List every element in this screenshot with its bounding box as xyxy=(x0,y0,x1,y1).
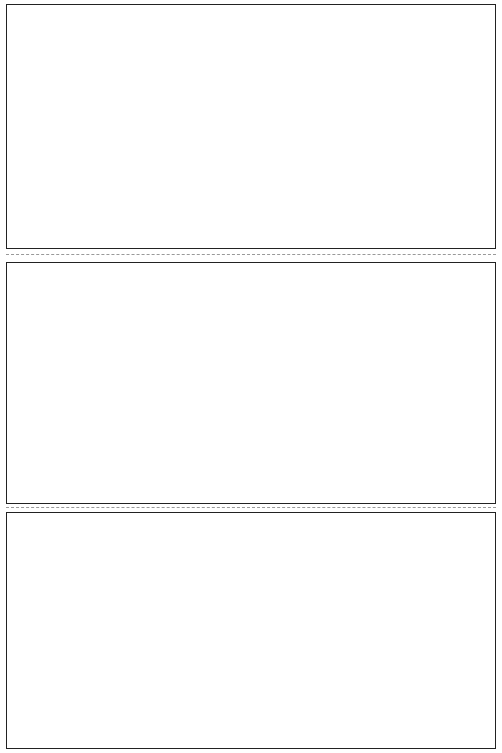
text-block-top xyxy=(6,4,496,249)
section-mark xyxy=(481,33,491,73)
seal-row-1 xyxy=(6,262,496,504)
scripture-page xyxy=(6,4,496,749)
seal-row-2 xyxy=(6,512,496,749)
fold-line xyxy=(6,254,496,262)
